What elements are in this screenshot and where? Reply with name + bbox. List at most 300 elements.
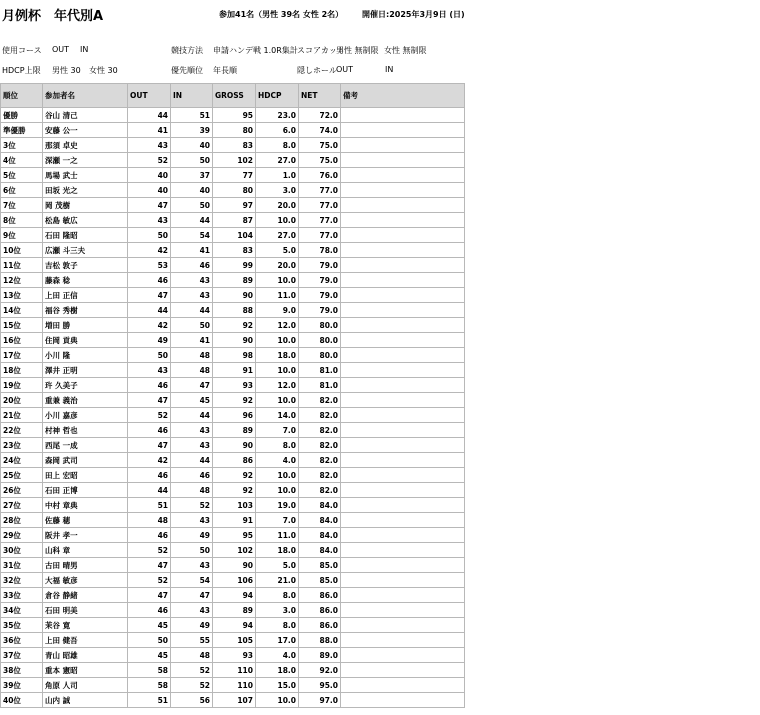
net-score: 86.0 [299,618,341,633]
table-row [1,363,465,378]
table-row [1,168,465,183]
out-score: 46 [128,378,171,393]
scorecut-label: スコアカット [297,46,345,55]
rank: 25位 [1,468,43,483]
net-score: 84.0 [299,543,341,558]
rank: 40位 [1,693,43,708]
in-score: 50 [171,318,213,333]
table-row [1,483,465,498]
table-row [1,663,465,678]
in-score: 37 [171,168,213,183]
in-score: 43 [171,438,213,453]
out-score: 46 [128,423,171,438]
gross-score: 90 [213,558,256,573]
hdcp: 20.0 [256,258,299,273]
net-score: 82.0 [299,468,341,483]
gross-score: 92 [213,468,256,483]
rank: 12位 [1,273,43,288]
out-score: 50 [128,348,171,363]
in-score: 43 [171,288,213,303]
out-score: 51 [128,498,171,513]
hdcp-limit-label: HDCP上限 [2,66,41,75]
out-score: 42 [128,243,171,258]
net-score: 86.0 [299,588,341,603]
table-row [1,438,465,453]
net-score: 79.0 [299,288,341,303]
remarks [341,528,465,543]
gross-score: 94 [213,588,256,603]
table-row [1,648,465,663]
gross-score: 92 [213,483,256,498]
method-label: 競技方法 [171,46,203,55]
gross-score: 95 [213,108,256,123]
player-name: 澤井 正明 [43,363,128,378]
remarks [341,258,465,273]
rank: 15位 [1,318,43,333]
remarks [341,423,465,438]
gross-score: 90 [213,333,256,348]
rank: 優勝 [1,108,43,123]
hdcp: 19.0 [256,498,299,513]
out-score: 52 [128,543,171,558]
gross-score: 88 [213,303,256,318]
out-score: 46 [128,468,171,483]
in-score: 43 [171,513,213,528]
table-row [1,543,465,558]
net-score: 79.0 [299,303,341,318]
player-name: 藤森 稔 [43,273,128,288]
net-score: 86.0 [299,603,341,618]
out-score: 47 [128,588,171,603]
rank: 35位 [1,618,43,633]
in-score: 46 [171,468,213,483]
hdcp: 10.0 [256,693,299,708]
remarks [341,363,465,378]
in-score: 48 [171,363,213,378]
hdcp: 21.0 [256,573,299,588]
gross-score: 92 [213,393,256,408]
in-score: 47 [171,378,213,393]
table-row [1,228,465,243]
hdcp: 27.0 [256,228,299,243]
gross-score: 103 [213,498,256,513]
rank: 17位 [1,348,43,363]
in-score: 56 [171,693,213,708]
in-score: 43 [171,273,213,288]
rank: 23位 [1,438,43,453]
gross-score: 110 [213,663,256,678]
remarks [341,198,465,213]
net-score: 79.0 [299,258,341,273]
rank: 3位 [1,138,43,153]
hdcp: 10.0 [256,333,299,348]
hdcp: 4.0 [256,453,299,468]
remarks [341,618,465,633]
out-score: 41 [128,123,171,138]
remarks [341,168,465,183]
gross-score: 87 [213,213,256,228]
remarks [341,183,465,198]
gross-score: 80 [213,183,256,198]
remarks [341,573,465,588]
participant-count: 参加41名（男性 39名 女性 2名） [219,10,344,19]
table-row [1,693,465,708]
net-score: 95.0 [299,678,341,693]
out-score: 49 [128,333,171,348]
course-in: IN [80,45,89,54]
remarks [341,213,465,228]
gross-score: 97 [213,198,256,213]
in-score: 44 [171,453,213,468]
priority-value: 年長順 [213,66,237,75]
player-name: 山科 章 [43,543,128,558]
remarks [341,648,465,663]
rank: 5位 [1,168,43,183]
rank: 29位 [1,528,43,543]
remarks [341,438,465,453]
in-score: 44 [171,303,213,318]
player-name: 吉松 敦子 [43,258,128,273]
gross-score: 89 [213,603,256,618]
hdcp: 9.0 [256,303,299,318]
remarks [341,633,465,648]
table-row [1,348,465,363]
rank: 34位 [1,603,43,618]
hdcp: 15.0 [256,678,299,693]
table-row [1,288,465,303]
remarks [341,483,465,498]
hdcp: 27.0 [256,153,299,168]
out-score: 44 [128,108,171,123]
remarks [341,498,465,513]
gross-score: 89 [213,273,256,288]
gross-score: 106 [213,573,256,588]
table-row [1,138,465,153]
out-score: 53 [128,258,171,273]
in-score: 44 [171,408,213,423]
remarks [341,513,465,528]
out-score: 43 [128,138,171,153]
in-score: 49 [171,528,213,543]
col-remarks: 備考 [341,84,465,108]
player-name: 岡 茂樹 [43,198,128,213]
player-name: 田上 宏昭 [43,468,128,483]
table-row [1,333,465,348]
gross-score: 89 [213,423,256,438]
table-row [1,198,465,213]
in-score: 50 [171,198,213,213]
player-name: 福谷 秀樹 [43,303,128,318]
course-label: 使用コース [2,46,42,55]
rank: 7位 [1,198,43,213]
col-rank: 順位 [1,84,43,108]
gross-score: 110 [213,678,256,693]
table-row [1,303,465,318]
player-name: 重本 憲昭 [43,663,128,678]
player-name: 小川 嘉彦 [43,408,128,423]
net-score: 82.0 [299,453,341,468]
net-score: 82.0 [299,408,341,423]
remarks [341,543,465,558]
method-value: 申請ハンデ戦 1.0R集計 [213,46,298,55]
hdcp: 6.0 [256,123,299,138]
gross-score: 93 [213,648,256,663]
remarks [341,393,465,408]
hdcp: 18.0 [256,543,299,558]
gross-score: 83 [213,138,256,153]
event-date: 開催日:2025年3月9日 (日) [362,10,465,19]
player-name: 増田 勝 [43,318,128,333]
remarks [341,693,465,708]
net-score: 77.0 [299,228,341,243]
table-header-row [1,84,465,108]
in-score: 41 [171,333,213,348]
hdcp: 14.0 [256,408,299,423]
hdcp: 8.0 [256,588,299,603]
remarks [341,663,465,678]
hdcp: 10.0 [256,363,299,378]
gross-score: 104 [213,228,256,243]
net-score: 74.0 [299,123,341,138]
gross-score: 86 [213,453,256,468]
rank: 28位 [1,513,43,528]
gross-score: 92 [213,318,256,333]
in-score: 54 [171,228,213,243]
col-gross: GROSS [213,84,256,108]
hdcp-limit-female: 女性 30 [89,66,118,75]
out-score: 47 [128,288,171,303]
rank: 8位 [1,213,43,228]
table-row [1,588,465,603]
player-name: 倉谷 静緒 [43,588,128,603]
hidden-hole-in: IN [385,65,394,74]
net-score: 80.0 [299,333,341,348]
in-score: 48 [171,648,213,663]
player-name: 小川 隆 [43,348,128,363]
in-score: 52 [171,663,213,678]
gross-score: 107 [213,693,256,708]
col-net: NET [299,84,341,108]
gross-score: 99 [213,258,256,273]
net-score: 76.0 [299,168,341,183]
net-score: 82.0 [299,438,341,453]
col-out: OUT [128,84,171,108]
player-name: 馬場 武士 [43,168,128,183]
out-score: 52 [128,153,171,168]
hdcp: 7.0 [256,513,299,528]
rank: 31位 [1,558,43,573]
table-row [1,558,465,573]
out-score: 47 [128,438,171,453]
net-score: 75.0 [299,138,341,153]
net-score: 85.0 [299,573,341,588]
table-row [1,618,465,633]
player-name: 森岡 武司 [43,453,128,468]
remarks [341,153,465,168]
table-row [1,528,465,543]
player-name: 住岡 貢典 [43,333,128,348]
player-name: 村神 哲也 [43,423,128,438]
in-score: 45 [171,393,213,408]
out-score: 47 [128,558,171,573]
page-title: 月例杯 年代別A [2,9,104,24]
remarks [341,303,465,318]
rank: 36位 [1,633,43,648]
rank: 18位 [1,363,43,378]
table-row [1,603,465,618]
net-score: 97.0 [299,693,341,708]
rank: 24位 [1,453,43,468]
out-score: 47 [128,198,171,213]
net-score: 78.0 [299,243,341,258]
in-score: 48 [171,348,213,363]
table-row [1,213,465,228]
rank: 39位 [1,678,43,693]
hdcp: 10.0 [256,393,299,408]
col-player-name: 参加者名 [43,84,128,108]
remarks [341,318,465,333]
remarks [341,678,465,693]
net-score: 85.0 [299,558,341,573]
player-name: 角原 人司 [43,678,128,693]
table-row [1,243,465,258]
gross-score: 105 [213,633,256,648]
table-row [1,273,465,288]
out-score: 58 [128,663,171,678]
player-name: 上田 健吾 [43,633,128,648]
remarks [341,108,465,123]
player-name: 田坂 光之 [43,183,128,198]
hdcp: 11.0 [256,288,299,303]
rank: 11位 [1,258,43,273]
player-name: 西尾 一成 [43,438,128,453]
hdcp: 17.0 [256,633,299,648]
player-name: 佐藤 穂 [43,513,128,528]
table-row [1,153,465,168]
hidden-hole-label: 隠しホール [297,66,337,75]
gross-score: 94 [213,618,256,633]
out-score: 51 [128,693,171,708]
out-score: 50 [128,228,171,243]
in-score: 44 [171,213,213,228]
player-name: 谷山 清己 [43,108,128,123]
net-score: 80.0 [299,318,341,333]
remarks [341,288,465,303]
out-score: 43 [128,363,171,378]
out-score: 48 [128,513,171,528]
hdcp: 18.0 [256,663,299,678]
in-score: 49 [171,618,213,633]
rank: 21位 [1,408,43,423]
table-row [1,393,465,408]
rank: 16位 [1,333,43,348]
net-score: 92.0 [299,663,341,678]
in-score: 50 [171,543,213,558]
in-score: 43 [171,558,213,573]
out-score: 40 [128,168,171,183]
player-name: 大福 敏彦 [43,573,128,588]
rank: 33位 [1,588,43,603]
gross-score: 102 [213,153,256,168]
in-score: 40 [171,138,213,153]
player-name: 石田 隆昭 [43,228,128,243]
net-score: 82.0 [299,393,341,408]
gross-score: 96 [213,408,256,423]
results-table [0,83,465,708]
table-row [1,378,465,393]
player-name: 山内 誠 [43,693,128,708]
in-score: 50 [171,153,213,168]
rank: 19位 [1,378,43,393]
gross-score: 90 [213,288,256,303]
player-name: 石田 正博 [43,483,128,498]
out-score: 44 [128,483,171,498]
player-name: 茉谷 寛 [43,618,128,633]
remarks [341,228,465,243]
table-row [1,468,465,483]
gross-score: 91 [213,363,256,378]
in-score: 54 [171,573,213,588]
gross-score: 95 [213,528,256,543]
table-row [1,258,465,273]
in-score: 48 [171,483,213,498]
net-score: 81.0 [299,363,341,378]
remarks [341,378,465,393]
in-score: 41 [171,243,213,258]
table-row [1,678,465,693]
priority-label: 優先順位 [171,66,203,75]
col-hdcp: HDCP [256,84,299,108]
table-row [1,318,465,333]
rank: 13位 [1,288,43,303]
hdcp: 10.0 [256,273,299,288]
in-score: 47 [171,588,213,603]
player-name: 重兼 義治 [43,393,128,408]
hdcp: 12.0 [256,318,299,333]
hdcp: 10.0 [256,483,299,498]
net-score: 77.0 [299,213,341,228]
net-score: 89.0 [299,648,341,663]
rank: 10位 [1,243,43,258]
in-score: 43 [171,603,213,618]
player-name: 阪井 孝一 [43,528,128,543]
gross-score: 83 [213,243,256,258]
gross-score: 91 [213,513,256,528]
rank: 14位 [1,303,43,318]
hdcp: 20.0 [256,198,299,213]
course-out: OUT [52,45,70,54]
player-name: 古田 晴男 [43,558,128,573]
table-row [1,423,465,438]
remarks [341,588,465,603]
hdcp: 18.0 [256,348,299,363]
col-in: IN [171,84,213,108]
rank: 20位 [1,393,43,408]
remarks [341,273,465,288]
scorecut-male: 男性 無制限 [336,46,379,55]
gross-score: 93 [213,378,256,393]
table-row [1,108,465,123]
table-row [1,573,465,588]
remarks [341,603,465,618]
hdcp: 11.0 [256,528,299,543]
gross-score: 98 [213,348,256,363]
hidden-hole-out: OUT [336,65,354,74]
hdcp: 1.0 [256,168,299,183]
in-score: 46 [171,258,213,273]
table-row [1,453,465,468]
remarks [341,333,465,348]
